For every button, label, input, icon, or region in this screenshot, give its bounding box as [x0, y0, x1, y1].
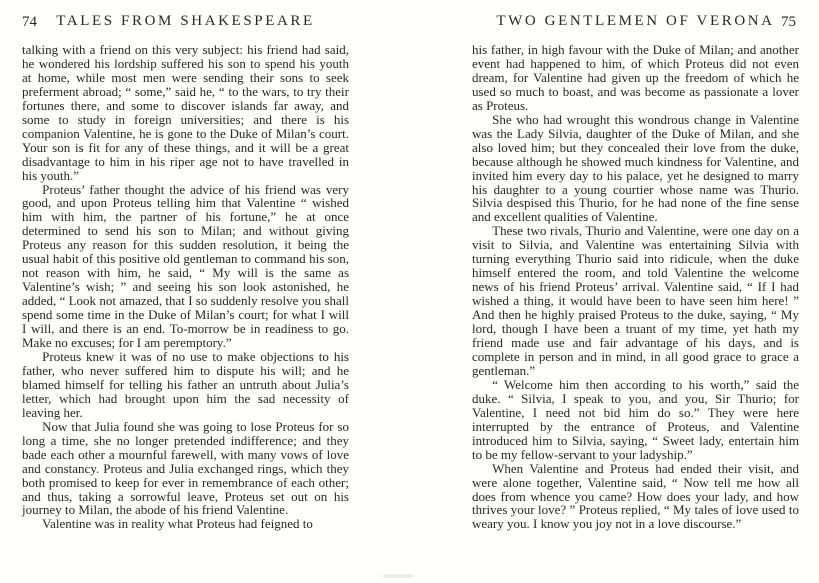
scan-smudge	[383, 574, 413, 578]
right-page-body	[472, 43, 799, 531]
right-text-column	[472, 13, 799, 531]
left-text-column	[22, 13, 349, 531]
paragraph: She who had wrought this wondrous change in Valentine was the Lady Silvia, daughter of the Duke of Milan, and she also loved him; but they concealed their love from the duke, because although he showed much kindness for Valentine, and invited him every day to his palace, yet he designed to marry his daughter to a young courtier whose name was Thurio. Silvia despised this Thurio, for he had none of the fine sense and excellent qualities of Valentine.	[472, 111, 799, 225]
paragraph: When Valentine and Proteus had ended their visit, and were alone together, Valentine said, “ Now tell me how all does from whence you came? How does your lady, and how thrives your love? ” Proteus replied, “ My tales of love used to weary you. I know you joy not in a love discourse.”	[472, 460, 799, 532]
paragraph: Now that Julia found she was going to lose Proteus for so long a time, she no longer pretended indifference; and they bade each other a mournful farewell, with many vows of love and constancy. Proteus and Julia exchanged rings, which they both promised to keep for ever in remembrance of each other; and thus, taking a sorrowful leave, Proteus set out on his journey to Milan, the abode of his friend Valentine.	[22, 418, 349, 518]
left-page-body	[22, 43, 349, 531]
left-header-title: TALES FROM SHAKESPEARE	[56, 13, 315, 29]
left-running-head	[22, 13, 349, 33]
right-running-head	[472, 13, 799, 33]
paragraph: Proteus’ father thought the advice of his friend was very good, and upon Proteus telling him that Valentine “ wished him with him, the partner of his fortune,” he at once determined to send his son to Milan; and without giving Proteus any reason for this sudden resolution, it being the usual habit of this positive old gentleman to command his son, not reason with him, he said, “ My will is the same as Valentine’s wish; ” and seeing his son look astonished, he added, “ Look not amazed, that I so suddenly resolve you shall spend some time in the Duke of Milan’s court; for what I will I will, and there is an end. To-morrow be in readiness to go. Make no excuses; for I am peremptory.”	[22, 181, 349, 351]
paragraph: Valentine was in reality what Proteus had feigned to	[42, 516, 313, 532]
right-header-title: TWO GENTLEMEN OF VERONA	[496, 13, 775, 29]
left-page-number: 74	[22, 14, 37, 30]
paragraph: These two rivals, Thurio and Valentine, were one day on a visit to Silvia, and Valentine was entertaining Silvia with turning everything Thurio said into ridicule, when the duke himself entered the room, and told Valentine the welcome news of his friend Proteus’ arrival. Valentine said, “ If I had wished a thing, it would have been to have seen him here! ” And then he highly praised Proteus to the duke, saying, “ My lord, though I have been a truant of my time, yet hath my friend made use and fair advantage of his days, and is complete in person and in mind, in all good grace to grace a gentleman.”	[472, 223, 799, 378]
page-right	[410, 0, 819, 583]
paragraph: Proteus knew it was of no use to make objections to his father, who never suffered him to dispute his will; and he blamed himself for telling his father an untruth about Julia’s letter, which had brought upon him the sad necessity of leaving her.	[22, 348, 349, 420]
paragraph: talking with a friend on this very subject: his friend had said, he wondered his lordship suffered his son to spend his youth at home, while most men were sending their sons to seek preferment abroad; “ some,” said he, “ to the wars, to try their fortunes there, and some to discover islands far away, and some to study in foreign universities; and there is his companion Valentine, he is gone to the Duke of Milan’s court. Your son is fit for any of these things, and it will be a great disadvantage to him in his riper age not to have travelled in his youth.”	[22, 42, 349, 183]
right-page-number: 75	[781, 14, 796, 30]
paragraph: “ Welcome him then according to his worth,” said the duke. “ Silvia, I speak to you, and you, Sir Thurio; for Valentine, I need not bid him do so.” They were here interrupted by the entrance of Proteus, and Valentine introduced him to Silvia, saying, “ Sweet lady, entertain him to be my fellow-servant to your ladyship.”	[472, 376, 799, 462]
paragraph: his father, in high favour with the Duke of Milan; and another event had happened to him, of which Proteus did not even dream, for Valentine had given up the freedom of which he used so much to boast, and was become as passionate a lover as Proteus.	[472, 42, 799, 113]
